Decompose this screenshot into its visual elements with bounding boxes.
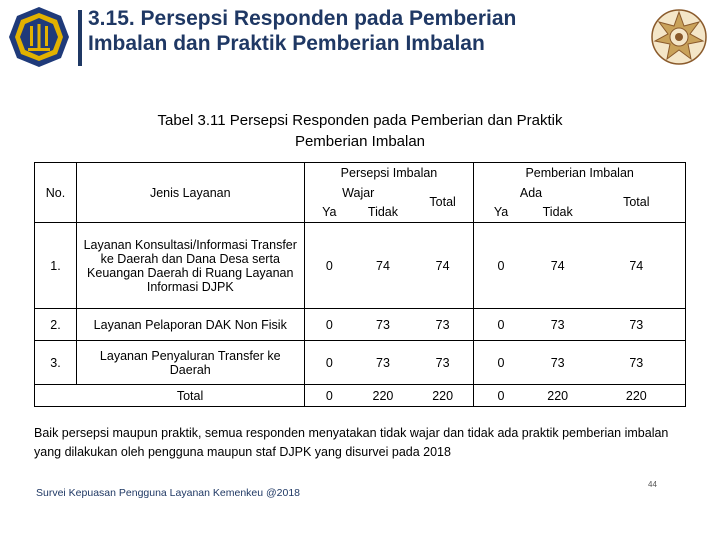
- cell-persepsi-tidak: 74: [354, 223, 412, 309]
- slide-title: [88, 6, 648, 56]
- table-row: [35, 223, 686, 309]
- table-caption: [80, 110, 640, 152]
- header-jenis-layanan: Jenis Layanan: [76, 163, 304, 223]
- cell-pemberian-ya: 0: [474, 309, 528, 341]
- row-no: 1.: [35, 223, 77, 309]
- kemenkeu-logo: [8, 6, 70, 68]
- slide-title-line-1: 3.15. Persepsi Responden pada Pemberian: [88, 7, 517, 30]
- cell-persepsi-total: 73: [412, 309, 474, 341]
- footnote-text: Baik persepsi maupun praktik, semua responden menyatakan tidak wajar dan tidak ada praktik pemberian imbalan yang dilakukan oleh pengguna maupun staf DJPK yang disurvei pada 2018: [34, 426, 669, 459]
- cell-pemberian-ya: 0: [474, 223, 528, 309]
- table-row: [35, 309, 686, 341]
- footer-source: Survei Kepuasan Pengguna Layanan Kemenkeu @2018: [36, 487, 301, 499]
- header-pemberian-tidak: Tidak: [542, 205, 573, 220]
- row-layanan: Layanan Konsultasi/Informasi Transfer ke Daerah dan Dana Desa serta Keuangan Daerah di Ruang Layanan Informasi DJPK: [76, 223, 304, 309]
- total-pemberian-tidak: 220: [528, 385, 588, 407]
- header-ada: Ada: [474, 183, 588, 203]
- title-accent-bar: [78, 10, 82, 66]
- page-number: 44: [648, 480, 657, 489]
- header-persepsi-tidak: Tidak: [367, 205, 399, 220]
- header-pemberian-total: Total: [588, 183, 686, 223]
- header-persepsi-ya: Ya: [304, 203, 354, 223]
- cell-pemberian-total: 73: [588, 341, 686, 385]
- total-pemberian-total: 220: [588, 385, 686, 407]
- cell-persepsi-ya: 0: [304, 341, 354, 385]
- slide-title-line-2: Imbalan dan Praktik Pemberian Imbalan: [88, 32, 485, 55]
- header-wajar: Wajar: [304, 183, 412, 203]
- cell-persepsi-tidak: 73: [354, 309, 412, 341]
- total-label: Total: [76, 385, 304, 407]
- header-pemberian-imbalan: Pemberian Imbalan: [474, 163, 686, 183]
- cell-pemberian-ya: 0: [474, 341, 528, 385]
- total-persepsi-tidak: 220: [354, 385, 412, 407]
- total-pemberian-ya: 0: [474, 385, 528, 407]
- row-layanan: Layanan Pelaporan DAK Non Fisik: [76, 309, 304, 341]
- table-total-row: [35, 385, 686, 407]
- table-row: [35, 341, 686, 385]
- header-persepsi-imbalan: Persepsi Imbalan: [304, 163, 474, 183]
- total-persepsi-ya: 0: [304, 385, 354, 407]
- cell-persepsi-ya: 0: [304, 309, 354, 341]
- cell-pemberian-total: 73: [588, 309, 686, 341]
- cell-persepsi-ya: 0: [304, 223, 354, 309]
- cell-pemberian-tidak: 73: [528, 309, 588, 341]
- cell-pemberian-tidak: 73: [528, 341, 588, 385]
- cell-persepsi-tidak: 73: [354, 341, 412, 385]
- university-seal-logo: [650, 8, 708, 66]
- cell-pemberian-total: 74: [588, 223, 686, 309]
- table-caption-line-2: Pemberian Imbalan: [294, 133, 426, 150]
- cell-pemberian-tidak: 74: [528, 223, 588, 309]
- row-layanan: Layanan Penyaluran Transfer ke Daerah: [76, 341, 304, 385]
- row-no: 3.: [35, 341, 77, 385]
- row-no: 2.: [35, 309, 77, 341]
- cell-persepsi-total: 74: [412, 223, 474, 309]
- header-pemberian-ya: Ya: [474, 203, 528, 223]
- cell-persepsi-total: 73: [412, 341, 474, 385]
- total-persepsi-total: 220: [412, 385, 474, 407]
- header-persepsi-total: Total: [429, 195, 456, 210]
- header-no: No.: [35, 163, 77, 223]
- table-caption-line-1: Tabel 3.11 Persepsi Responden pada Pemberian dan Praktik: [157, 112, 563, 129]
- imbalan-table: [34, 162, 686, 407]
